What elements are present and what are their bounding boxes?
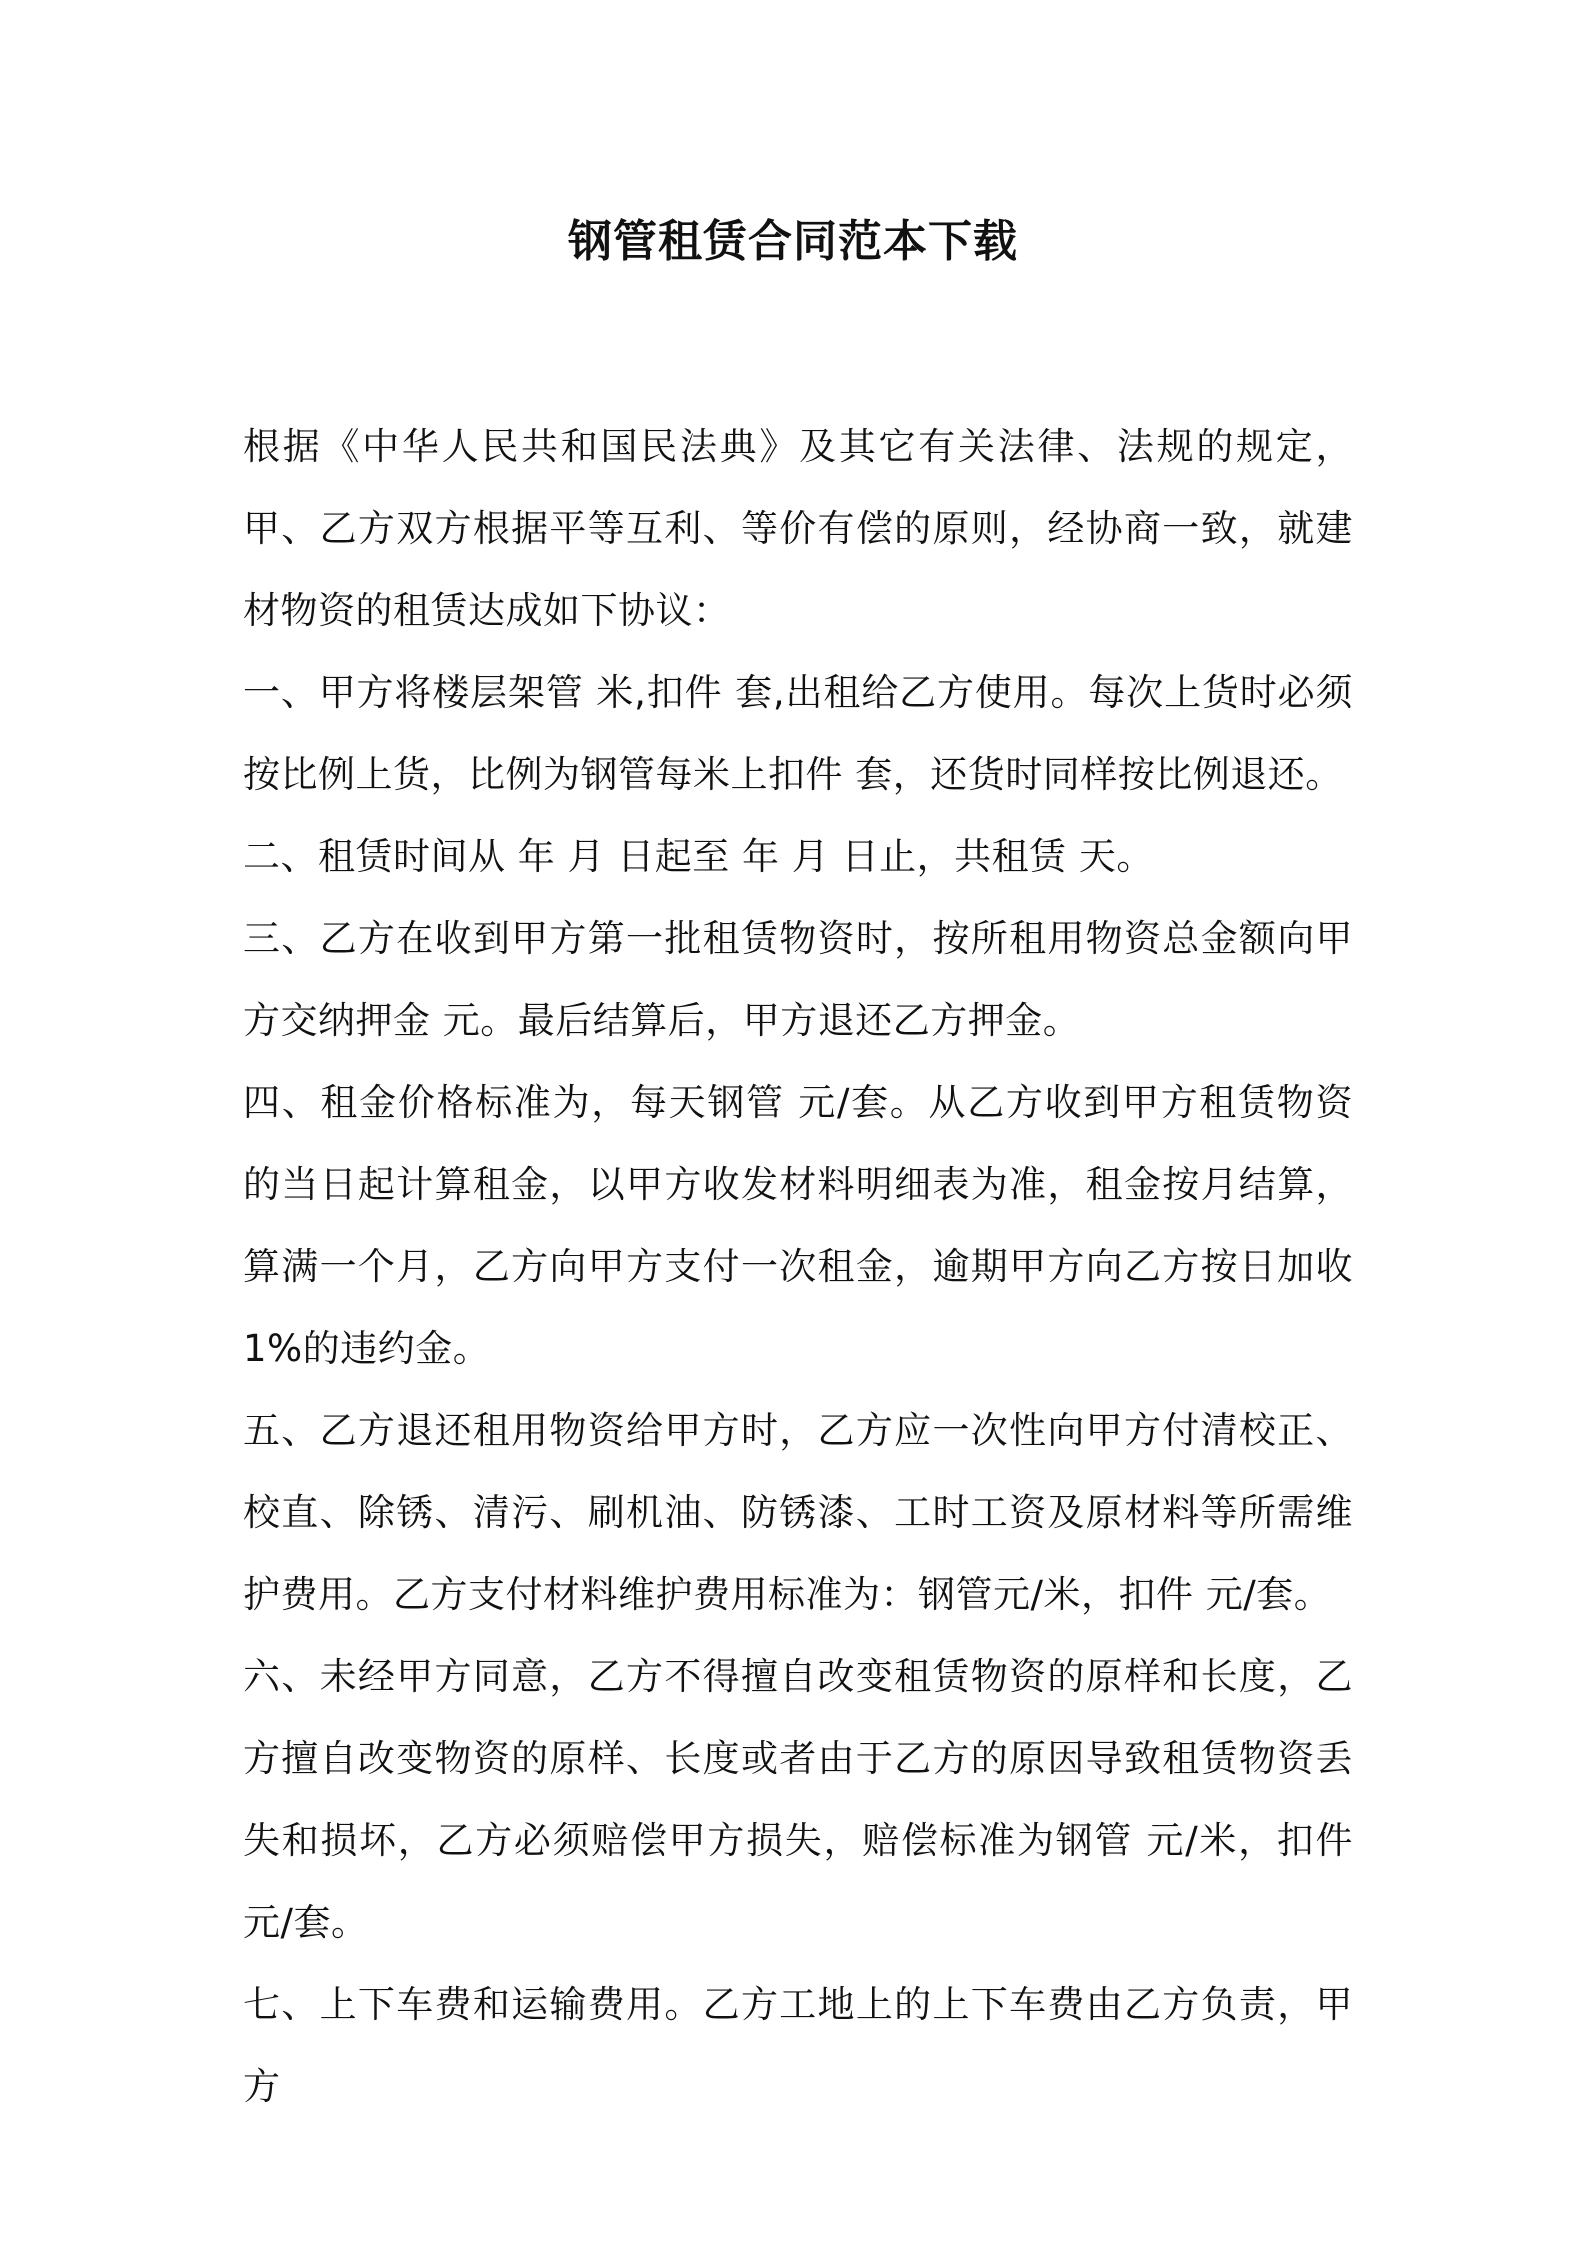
clause-1-paragraph: 一、甲方将楼层架管 米,扣件 套,出租给乙方使用。每次上货时必须按比例上货，比例为钢管每米上扣件 套，还货时同样按比例退还。 bbox=[243, 671, 1353, 796]
clause-2-paragraph: 二、租赁时间从 年 月 日起至 年 月 日止，共租赁 天。 bbox=[243, 835, 1154, 878]
document-title: 钢管租赁合同范本下载 bbox=[568, 216, 1018, 267]
clause-4-paragraph: 四、租金价格标准为，每天钢管 元/套。从乙方收到甲方租赁物资的当日起计算租金，以甲方收发材料明细表为准，租金按月结算，算满一个月，乙方向甲方支付一次租金，逾期甲方向乙方按日加收 1%的违约金。 bbox=[243, 1081, 1353, 1370]
clause-3-paragraph: 三、乙方在收到甲方第一批租赁物资时，按所租用物资总金额向甲方交纳押金 元。最后结算后，甲方退还乙方押金。 bbox=[243, 917, 1353, 1042]
clause-6-paragraph: 六、未经甲方同意，乙方不得擅自改变租赁物资的原样和长度，乙方擅自改变物资的原样、长度或者由于乙方的原因导致租赁物资丢失和损坏，乙方必须赔偿甲方损失，赔偿标准为钢管 元/米，扣件 元/套。 bbox=[243, 1655, 1353, 1944]
clause-7-paragraph: 七、上下车费和运输费用。乙方工地上的上下车费由乙方负责，甲方 bbox=[243, 1983, 1353, 2108]
clause-5-paragraph: 五、乙方退还租用物资给甲方时，乙方应一次性向甲方付清校正、校直、除锈、清污、刷机油、防锈漆、工时工资及原材料等所需维护费用。乙方支付材料维护费用标准为：钢管元/米，扣件 元/套。 bbox=[243, 1409, 1353, 1616]
preamble-paragraph: 根据《中华人民共和国民法典》及其它有关法律、法规的规定，甲、乙方双方根据平等互利、等价有偿的原则，经协商一致，就建材物资的租赁达成如下协议： bbox=[243, 425, 1353, 632]
document-body bbox=[243, 406, 1353, 2128]
